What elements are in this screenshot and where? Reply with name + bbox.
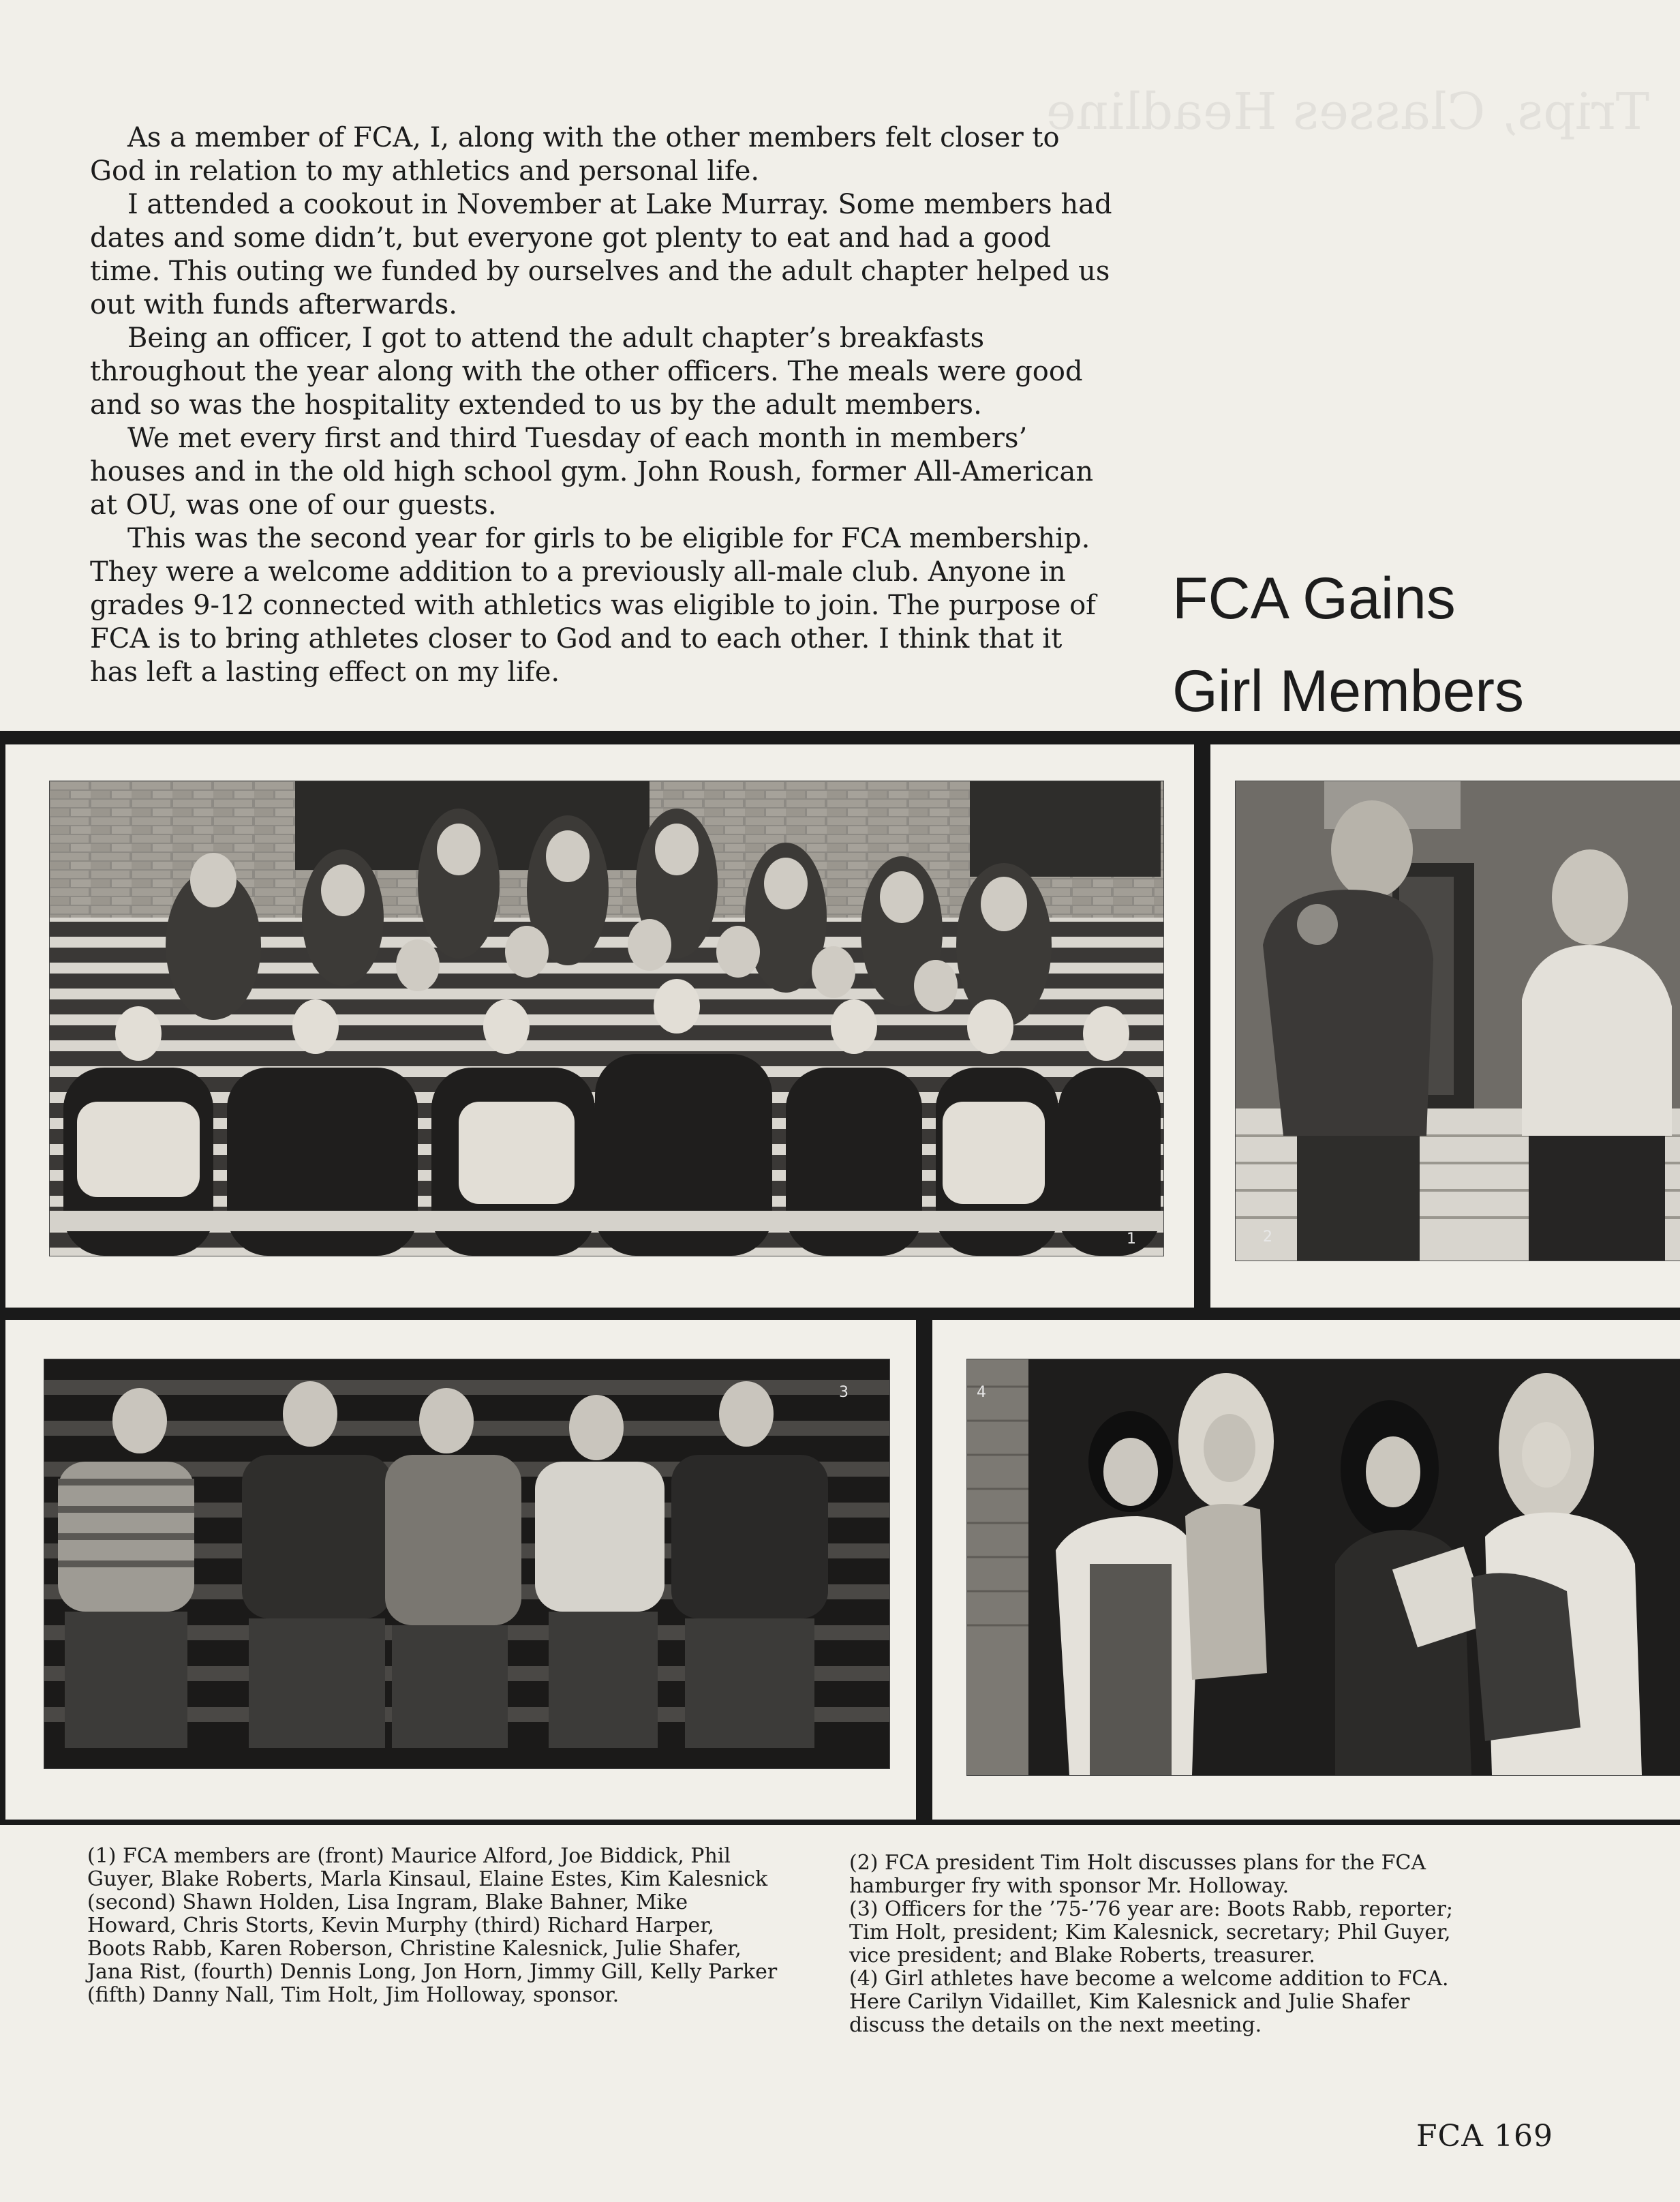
officers-image — [44, 1359, 889, 1768]
girl-athletes-photo — [966, 1359, 1680, 1776]
group-photo — [49, 781, 1164, 1256]
photo-number-1: 1 — [1127, 1231, 1136, 1248]
article-paragraph: I attended a cookout in November at Lake Murray. Some members had dates and some didn’t, but everyone got plenty to eat and had a good time. This outing we funded by ourselves and the adult chapter helped us out with funds afterwards. — [90, 189, 1112, 320]
article-paragraph: This was the second year for girls to be eligible for FCA membership. They were a welcome addition to a previously all-male club. Anyone in grades 9-12 connected with athletics was eligible to join. The purpose of FCA is to bring athletes closer to God and to each other. I think that it has left a lasting effect on my life. — [90, 523, 1096, 688]
caption-2: (2) FCA president Tim Holt discusses plans for the FCA hamburger fry with sponsor Mr. Holloway. — [849, 1851, 1426, 1898]
girl-athletes-image — [967, 1359, 1680, 1775]
photo-number-4: 4 — [977, 1384, 986, 1401]
photo-number-2: 2 — [1263, 1228, 1272, 1246]
headline-line-1: FCA Gains — [1172, 566, 1456, 631]
article-paragraph: We met every first and third Tuesday of each month in members’ houses and in the old high school gym. John Roush, former All-American at OU, was one of our guests. — [90, 423, 1094, 521]
caption-1: (1) FCA members are (front) Maurice Alford, Joe Biddick, Phil Guyer, Blake Roberts, Marla Kinsaul, Elaine Estes, Kim Kalesnick (second) Shawn Holden, Lisa Ingram, Blake Bahner, Mike Howard, Chris Storts, Kevin Murphy (third) Richard Harper, Boots Rabb, Karen Roberson, Christine Kalesnick, Julie Shafer, Jana Rist, (fourth) Dennis Long, Jon Horn, Jimmy Gill, Kelly Parker (fifth) Danny Nall, Tim Holt, Jim Holloway, sponsor. — [87, 1844, 778, 2007]
group-photo-image — [50, 781, 1163, 1256]
caption-3: (3) Officers for the ’75-’76 year are: Boots Rabb, reporter; Tim Holt, president; Kim Kalesnick, secretary; Phil Guyer, vice president; and Blake Roberts, treasurer. — [849, 1897, 1454, 1967]
photo-number-3: 3 — [839, 1384, 849, 1401]
page-folio: FCA 169 — [1416, 2119, 1553, 2154]
officers-photo — [44, 1359, 890, 1769]
caption-4: (4) Girl athletes have become a welcome addition to FCA. Here Carilyn Vidaillet, Kim Kalesnick and Julie Shafer discuss the details on the next meeting. — [849, 1967, 1449, 2037]
headline — [1172, 552, 1608, 738]
caption-officers — [849, 1852, 1490, 2037]
bleed-through-text: Trips, Classes Headline — [1045, 82, 1649, 141]
caption-group — [87, 1845, 779, 2007]
president-sponsor-photo — [1235, 781, 1680, 1261]
article-paragraph: Being an officer, I got to attend the adult chapter’s breakfasts throughout the year along with the other officers. The meals were good and so was the hospitality extended to us by the adult members. — [90, 322, 1083, 421]
article-paragraph: As a member of FCA, I, along with the other members felt closer to God in relation to my athletics and personal life. — [90, 122, 1060, 187]
president-sponsor-image — [1236, 781, 1680, 1261]
headline-line-2: Girl Members — [1172, 659, 1525, 724]
article-body — [90, 121, 1112, 689]
